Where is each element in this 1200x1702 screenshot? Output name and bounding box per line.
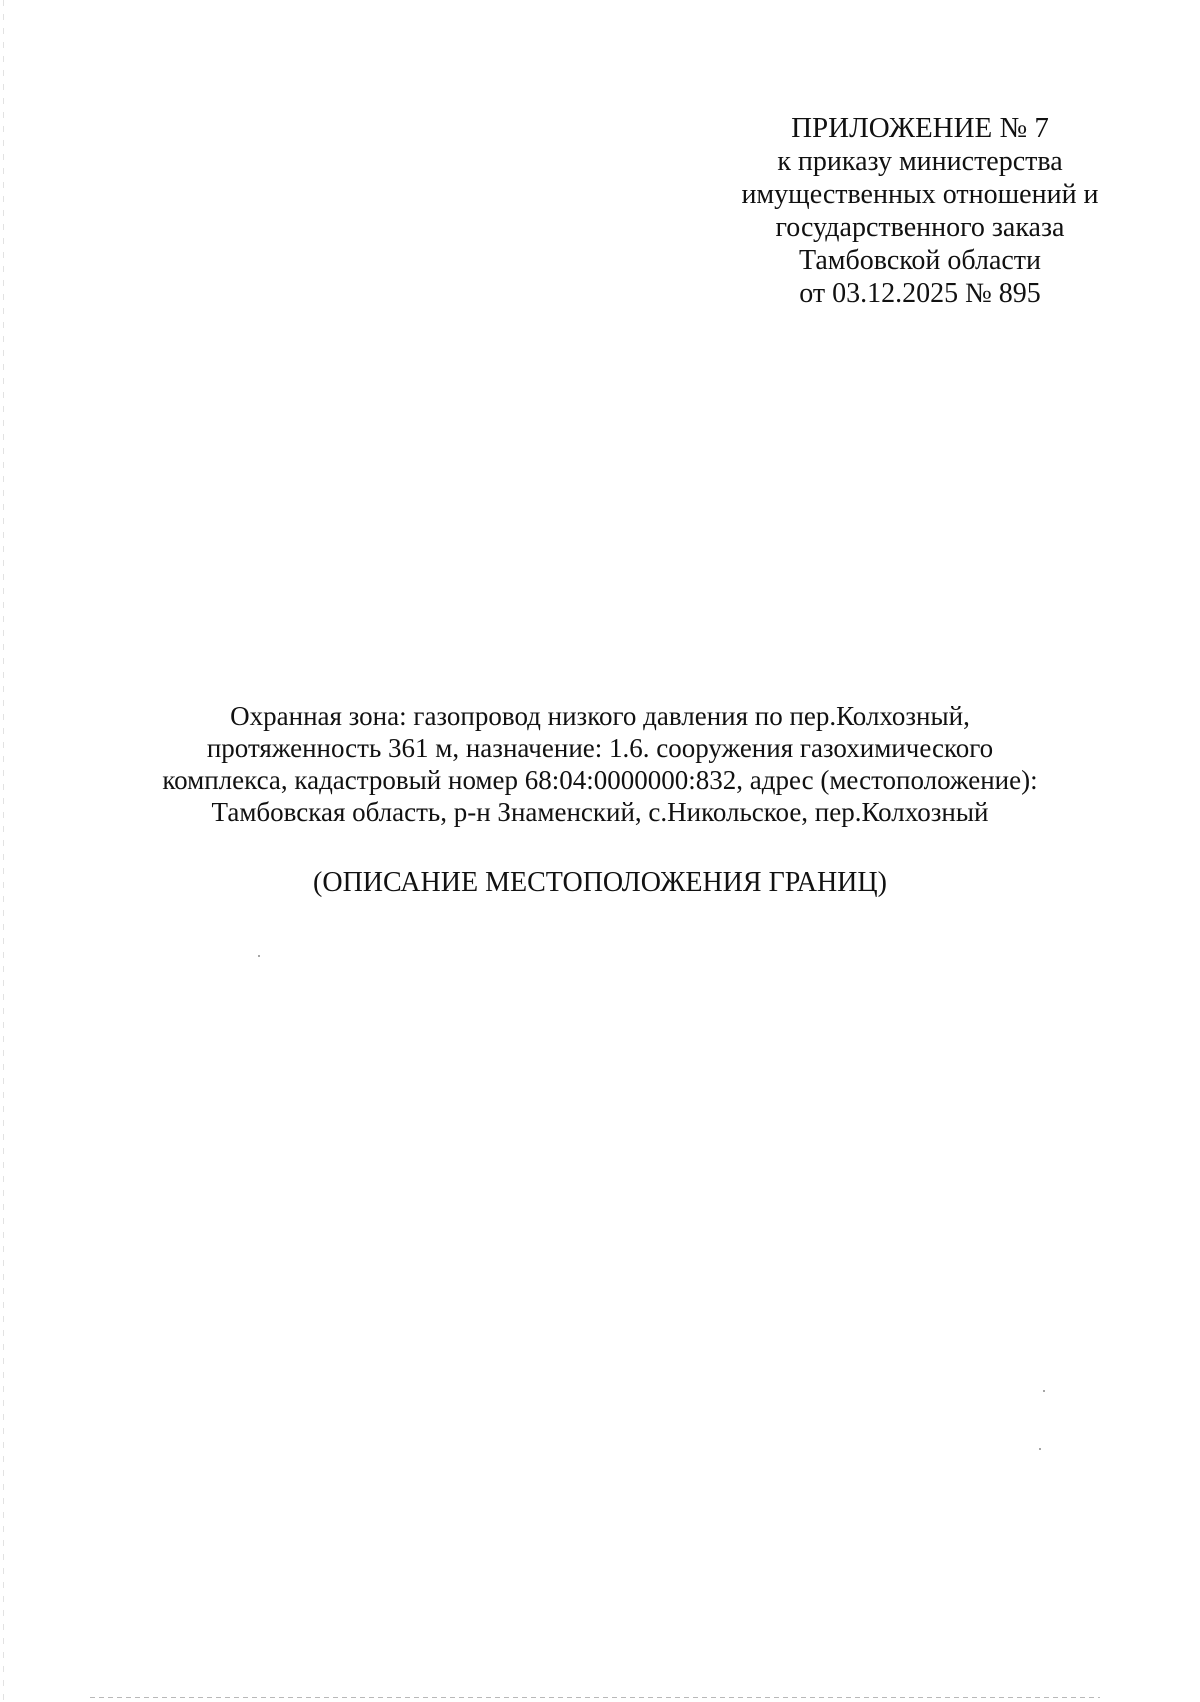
scan-speck bbox=[258, 955, 260, 957]
zone-line-1: Охранная зона: газопровод низкого давления по пер.Колхозный, bbox=[230, 701, 970, 731]
appendix-line-date-number: от 03.12.2025 № 895 bbox=[799, 278, 1041, 309]
appendix-line-procurement: государственного заказа bbox=[775, 212, 1065, 243]
appendix-header bbox=[705, 112, 1135, 310]
scan-edge-left bbox=[3, 0, 4, 1702]
appendix-line-ministry: имущественных отношений и bbox=[741, 179, 1099, 210]
protection-zone-description bbox=[150, 700, 1050, 828]
zone-line-4: Тамбовская область, р-н Знаменский, с.Никольское, пер.Колхозный bbox=[211, 797, 989, 827]
appendix-line-order: к приказу министерства bbox=[777, 146, 1063, 177]
appendix-line-region: Тамбовской области bbox=[798, 245, 1042, 276]
zone-line-2: протяженность 361 м, назначение: 1.6. сооружения газохимического bbox=[206, 733, 994, 763]
zone-line-3: комплекса, кадастровый номер 68:04:0000000:832, адрес (местоположение): bbox=[162, 765, 1038, 795]
scan-speck bbox=[1043, 1390, 1045, 1392]
scan-edge-bottom bbox=[90, 1697, 1100, 1698]
boundary-description-heading: (ОПИСАНИЕ МЕСТОПОЛОЖЕНИЯ ГРАНИЦ) bbox=[313, 867, 887, 898]
scan-speck bbox=[1039, 1448, 1041, 1450]
appendix-title: ПРИЛОЖЕНИЕ № 7 bbox=[791, 112, 1049, 144]
